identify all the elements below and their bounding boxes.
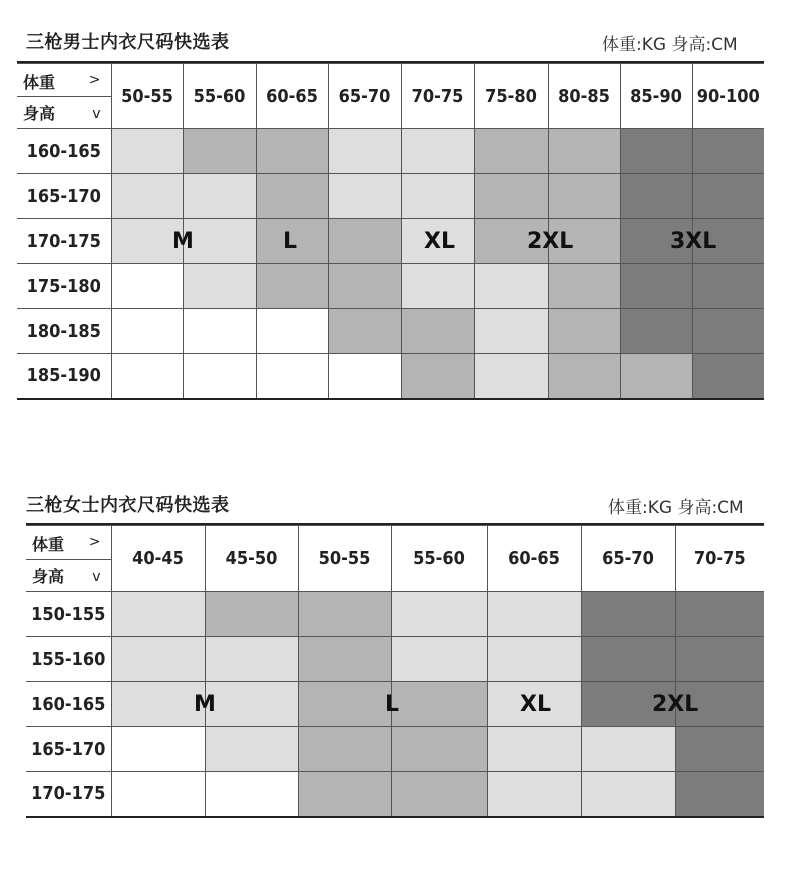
women-size-cell (487, 592, 581, 637)
women-table-row (26, 772, 764, 817)
men-weight-header: 70-75 (401, 64, 474, 129)
men-size-table (17, 63, 764, 400)
men-size-cell (328, 219, 401, 264)
women-size-cell (675, 772, 764, 817)
men-size-cell (474, 354, 548, 399)
women-size-cell (298, 637, 391, 682)
men-size-cell (692, 129, 764, 174)
men-size-cell (111, 129, 183, 174)
women-table-row (26, 727, 764, 772)
men-size-cell (474, 309, 548, 354)
women-weight-header: 70-75 (675, 526, 764, 592)
women-size-cell (111, 592, 205, 637)
men-size-cell (620, 129, 692, 174)
men-corner-divider (17, 96, 111, 97)
women-table-row (26, 592, 764, 637)
men-table-row (17, 354, 764, 399)
men-size-cell (111, 264, 183, 309)
women-size-cell (111, 637, 205, 682)
men-size-cell (256, 309, 328, 354)
women-size-cell (581, 727, 675, 772)
men-size-cell (401, 264, 474, 309)
women-size-cell (205, 772, 298, 817)
women-weight-header: 50-55 (298, 526, 391, 592)
men-weight-header: 60-65 (256, 64, 328, 129)
women-size-cell (298, 772, 391, 817)
women-size-cell (298, 592, 391, 637)
women-weight-header: 55-60 (391, 526, 487, 592)
men-size-cell (474, 129, 548, 174)
women-size-cell (111, 772, 205, 817)
men-size-cell (183, 219, 256, 264)
women-size-cell (391, 637, 487, 682)
women-size-cell (298, 727, 391, 772)
men-size-label-3xl: 3XL (670, 229, 717, 254)
women-size-cell (111, 682, 205, 727)
men-height-arrow: v (92, 106, 101, 122)
women-size-cell (675, 727, 764, 772)
men-size-cell (256, 264, 328, 309)
men-weight-header: 65-70 (328, 64, 401, 129)
women-height-header: 150-155 (26, 592, 111, 637)
women-weight-header: 40-45 (111, 526, 205, 592)
women-chart-title: 三枪女士内衣尺码快选表 (26, 495, 230, 516)
men-table-row (17, 129, 764, 174)
women-corner-divider (26, 559, 111, 560)
women-height-label: 身高 (32, 567, 65, 586)
men-size-cell (474, 264, 548, 309)
men-table-row (17, 174, 764, 219)
women-corner-header (26, 526, 111, 592)
men-size-cell (256, 129, 328, 174)
men-size-cell (620, 309, 692, 354)
women-size-cell (391, 682, 487, 727)
women-weight-arrow: > (88, 534, 101, 550)
men-height-header: 185-190 (17, 354, 111, 399)
men-size-label-l: L (283, 229, 298, 254)
women-size-cell (581, 592, 675, 637)
women-size-label-2xl: 2XL (652, 692, 699, 717)
men-table-row (17, 219, 764, 264)
men-corner-header (17, 64, 111, 129)
men-height-header: 180-185 (17, 309, 111, 354)
men-size-cell (548, 309, 620, 354)
men-size-cell (548, 174, 620, 219)
men-size-cell (111, 174, 183, 219)
women-height-header: 160-165 (26, 682, 111, 727)
men-size-cell (692, 309, 764, 354)
men-size-cell (548, 354, 620, 399)
men-size-cell (183, 264, 256, 309)
men-size-cell (111, 354, 183, 399)
women-size-label-m: M (194, 692, 216, 717)
women-height-arrow: v (92, 569, 101, 585)
men-weight-header: 55-60 (183, 64, 256, 129)
men-chart-title: 三枪男士内衣尺码快选表 (26, 32, 230, 53)
women-size-cell (205, 682, 298, 727)
men-weight-header: 75-80 (474, 64, 548, 129)
men-height-header: 165-170 (17, 174, 111, 219)
men-size-cell (183, 354, 256, 399)
women-weight-header: 65-70 (581, 526, 675, 592)
women-size-label-l: L (385, 692, 400, 717)
women-size-cell (391, 727, 487, 772)
women-height-header: 170-175 (26, 772, 111, 817)
men-weight-header: 80-85 (548, 64, 620, 129)
men-weight-header: 50-55 (111, 64, 183, 129)
men-table-row (17, 264, 764, 309)
men-size-cell (548, 264, 620, 309)
men-weight-header: 90-100 (692, 64, 764, 129)
men-size-cell (328, 264, 401, 309)
women-size-cell (675, 592, 764, 637)
men-size-cell (692, 174, 764, 219)
men-size-label-xl: XL (424, 229, 455, 254)
women-table-row (26, 637, 764, 682)
women-size-cell (487, 637, 581, 682)
men-size-cell (401, 174, 474, 219)
women-weight-header: 45-50 (205, 526, 298, 592)
men-size-cell (328, 129, 401, 174)
women-size-cell (675, 637, 764, 682)
men-size-cell (328, 309, 401, 354)
women-size-cell (391, 592, 487, 637)
women-size-cell (205, 592, 298, 637)
women-size-cell (487, 727, 581, 772)
women-size-cell (581, 637, 675, 682)
men-size-cell (474, 174, 548, 219)
women-weight-header: 60-65 (487, 526, 581, 592)
men-size-label-m: M (172, 229, 194, 254)
men-size-label-2xl: 2XL (527, 229, 574, 254)
women-height-header: 165-170 (26, 727, 111, 772)
women-weight-label: 体重 (32, 535, 65, 554)
women-size-label-xl: XL (520, 692, 551, 717)
men-size-cell (183, 129, 256, 174)
men-size-cell (548, 129, 620, 174)
women-unit-label: 体重:KG 身高:CM (608, 498, 744, 518)
women-size-cell (298, 682, 391, 727)
men-size-cell (111, 309, 183, 354)
men-size-cell (620, 174, 692, 219)
men-size-cell (401, 309, 474, 354)
men-weight-arrow: > (88, 72, 101, 88)
men-size-cell (183, 309, 256, 354)
women-height-header: 155-160 (26, 637, 111, 682)
men-size-cell (620, 354, 692, 399)
women-size-cell (581, 772, 675, 817)
men-size-cell (328, 354, 401, 399)
women-size-cell (391, 772, 487, 817)
men-size-cell (183, 174, 256, 219)
men-size-cell (692, 264, 764, 309)
women-size-cell (205, 727, 298, 772)
men-height-label: 身高 (23, 104, 56, 123)
men-unit-label: 体重:KG 身高:CM (602, 35, 738, 55)
men-size-cell (692, 354, 764, 399)
men-size-cell (401, 354, 474, 399)
men-weight-label: 体重 (23, 73, 56, 92)
women-size-cell (111, 727, 205, 772)
women-size-cell (487, 772, 581, 817)
men-size-cell (401, 129, 474, 174)
men-height-header: 160-165 (17, 129, 111, 174)
men-size-cell (620, 264, 692, 309)
men-weight-header: 85-90 (620, 64, 692, 129)
men-size-cell (256, 354, 328, 399)
women-size-table (26, 525, 764, 818)
men-height-header: 175-180 (17, 264, 111, 309)
men-height-header: 170-175 (17, 219, 111, 264)
women-size-cell (205, 637, 298, 682)
men-size-cell (328, 174, 401, 219)
men-size-cell (256, 174, 328, 219)
men-table-row (17, 309, 764, 354)
